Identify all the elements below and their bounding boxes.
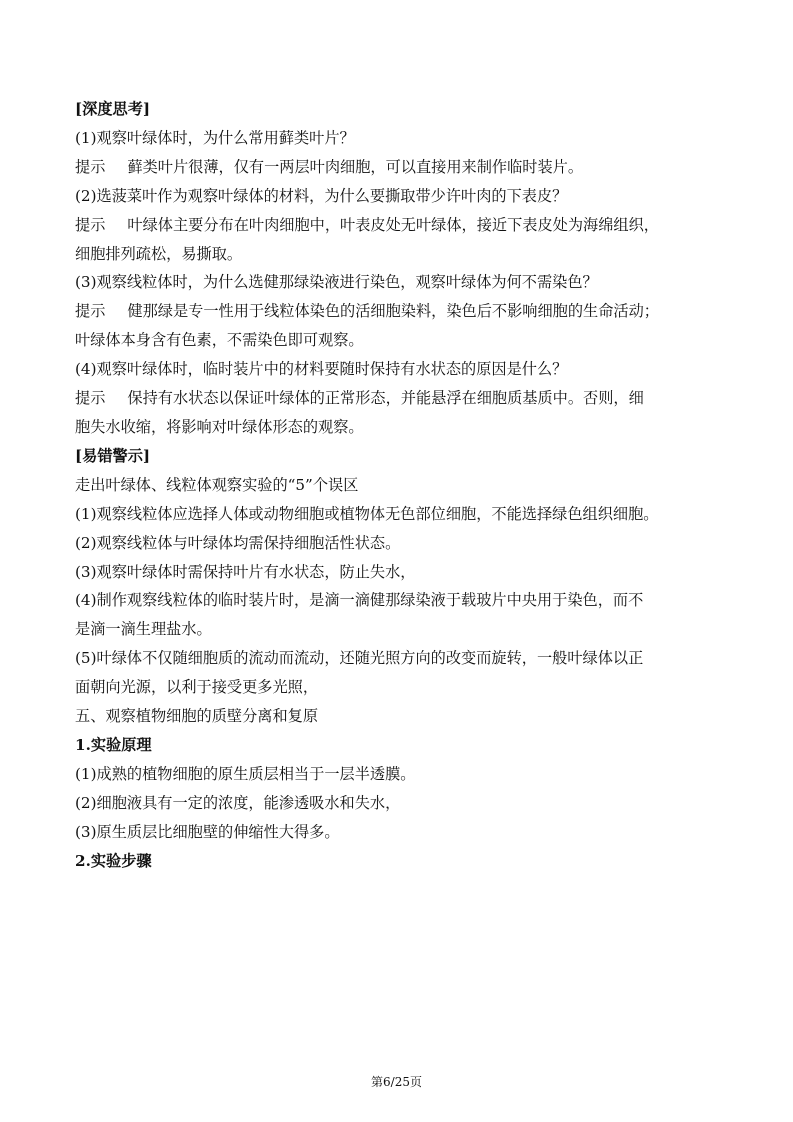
question-3: (3)观察线粒体时，为什么选健那绿染液进行染色，观察叶绿体为何不需染色？	[75, 273, 598, 292]
warning-item: (4)制作观察线粒体的临时装片时，是滴一滴健那绿染液于载玻片中央用于染色，而不	[75, 591, 644, 610]
hint-label: 提示	[75, 389, 106, 408]
answer-1	[75, 153, 725, 182]
answer-3	[75, 297, 725, 326]
principle-item: (1)成熟的植物细胞的原生质层相当于一层半透膜。	[75, 764, 416, 783]
answer-2-text: 叶绿体主要分布在叶肉细胞中，叶表皮处无叶绿体，接近下表皮处为海绵组织，	[127, 215, 659, 234]
principle-item: (3)原生质层比细胞壁的伸缩性大得多。	[75, 822, 340, 841]
question-2: (2)选菠菜叶作为观察叶绿体的材料，为什么要撕取带少许叶肉的下表皮？	[75, 186, 568, 205]
hint-label: 提示	[75, 157, 106, 176]
section-heading-warnings: [易错警示]	[75, 446, 151, 465]
answer-2	[75, 211, 725, 240]
section-heading-plasmolysis: 五、观察植物细胞的质壁分离和复原	[75, 707, 318, 726]
answer-2-continued: 细胞排列疏松，易撕取。	[75, 244, 243, 263]
answer-4	[75, 384, 725, 413]
question-1: (1)观察叶绿体时，为什么常用藓类叶片？	[75, 128, 355, 147]
subheading-principle: 1.实验原理	[75, 735, 152, 754]
subheading-steps: 2.实验步骤	[75, 851, 152, 870]
answer-4-text: 保持有水状态以保证叶绿体的正常形态，并能悬浮在细胞质基质中。否则，细	[127, 389, 644, 408]
warnings-intro: 走出叶绿体、线粒体观察实验的“5”个误区	[75, 475, 359, 494]
warning-item: (3)观察叶绿体时需保持叶片有水状态，防止失水，	[75, 562, 416, 581]
hint-label: 提示	[75, 302, 106, 321]
warning-item: 面朝向光源，以利于接受更多光照，	[75, 678, 318, 697]
page-number: 第6/25页	[371, 1075, 422, 1089]
hint-label: 提示	[75, 215, 106, 234]
warning-item: 是滴一滴生理盐水。	[75, 620, 212, 639]
answer-1-text: 藓类叶片很薄，仅有一两层叶肉细胞，可以直接用来制作临时装片。	[127, 157, 583, 176]
warning-item: (5)叶绿体不仅随细胞质的流动而流动，还随光照方向的改变而旋转，一般叶绿体以正	[75, 649, 644, 668]
answer-3-text: 健那绿是专一性用于线粒体染色的活细胞染料，染色后不影响细胞的生命活动；	[127, 302, 659, 321]
answer-3-continued: 叶绿体本身含有色素，不需染色即可观察。	[75, 331, 364, 350]
warning-item: (2)观察线粒体与叶绿体均需保持细胞活性状态。	[75, 533, 401, 552]
section-heading-deep-thinking: [深度思考]	[75, 100, 151, 118]
principle-item: (2)细胞液具有一定的浓度，能渗透吸水和失水，	[75, 793, 401, 812]
answer-4-continued: 胞失水收缩，将影响对叶绿体形态的观察。	[75, 417, 364, 436]
warning-item: (1)观察线粒体应选择人体或动物细胞或植物体无色部位细胞，不能选择绿色组织细胞。	[75, 504, 659, 523]
question-4: (4)观察叶绿体时，临时装片中的材料要随时保持有水状态的原因是什么？	[75, 360, 568, 379]
document-page	[75, 95, 725, 875]
